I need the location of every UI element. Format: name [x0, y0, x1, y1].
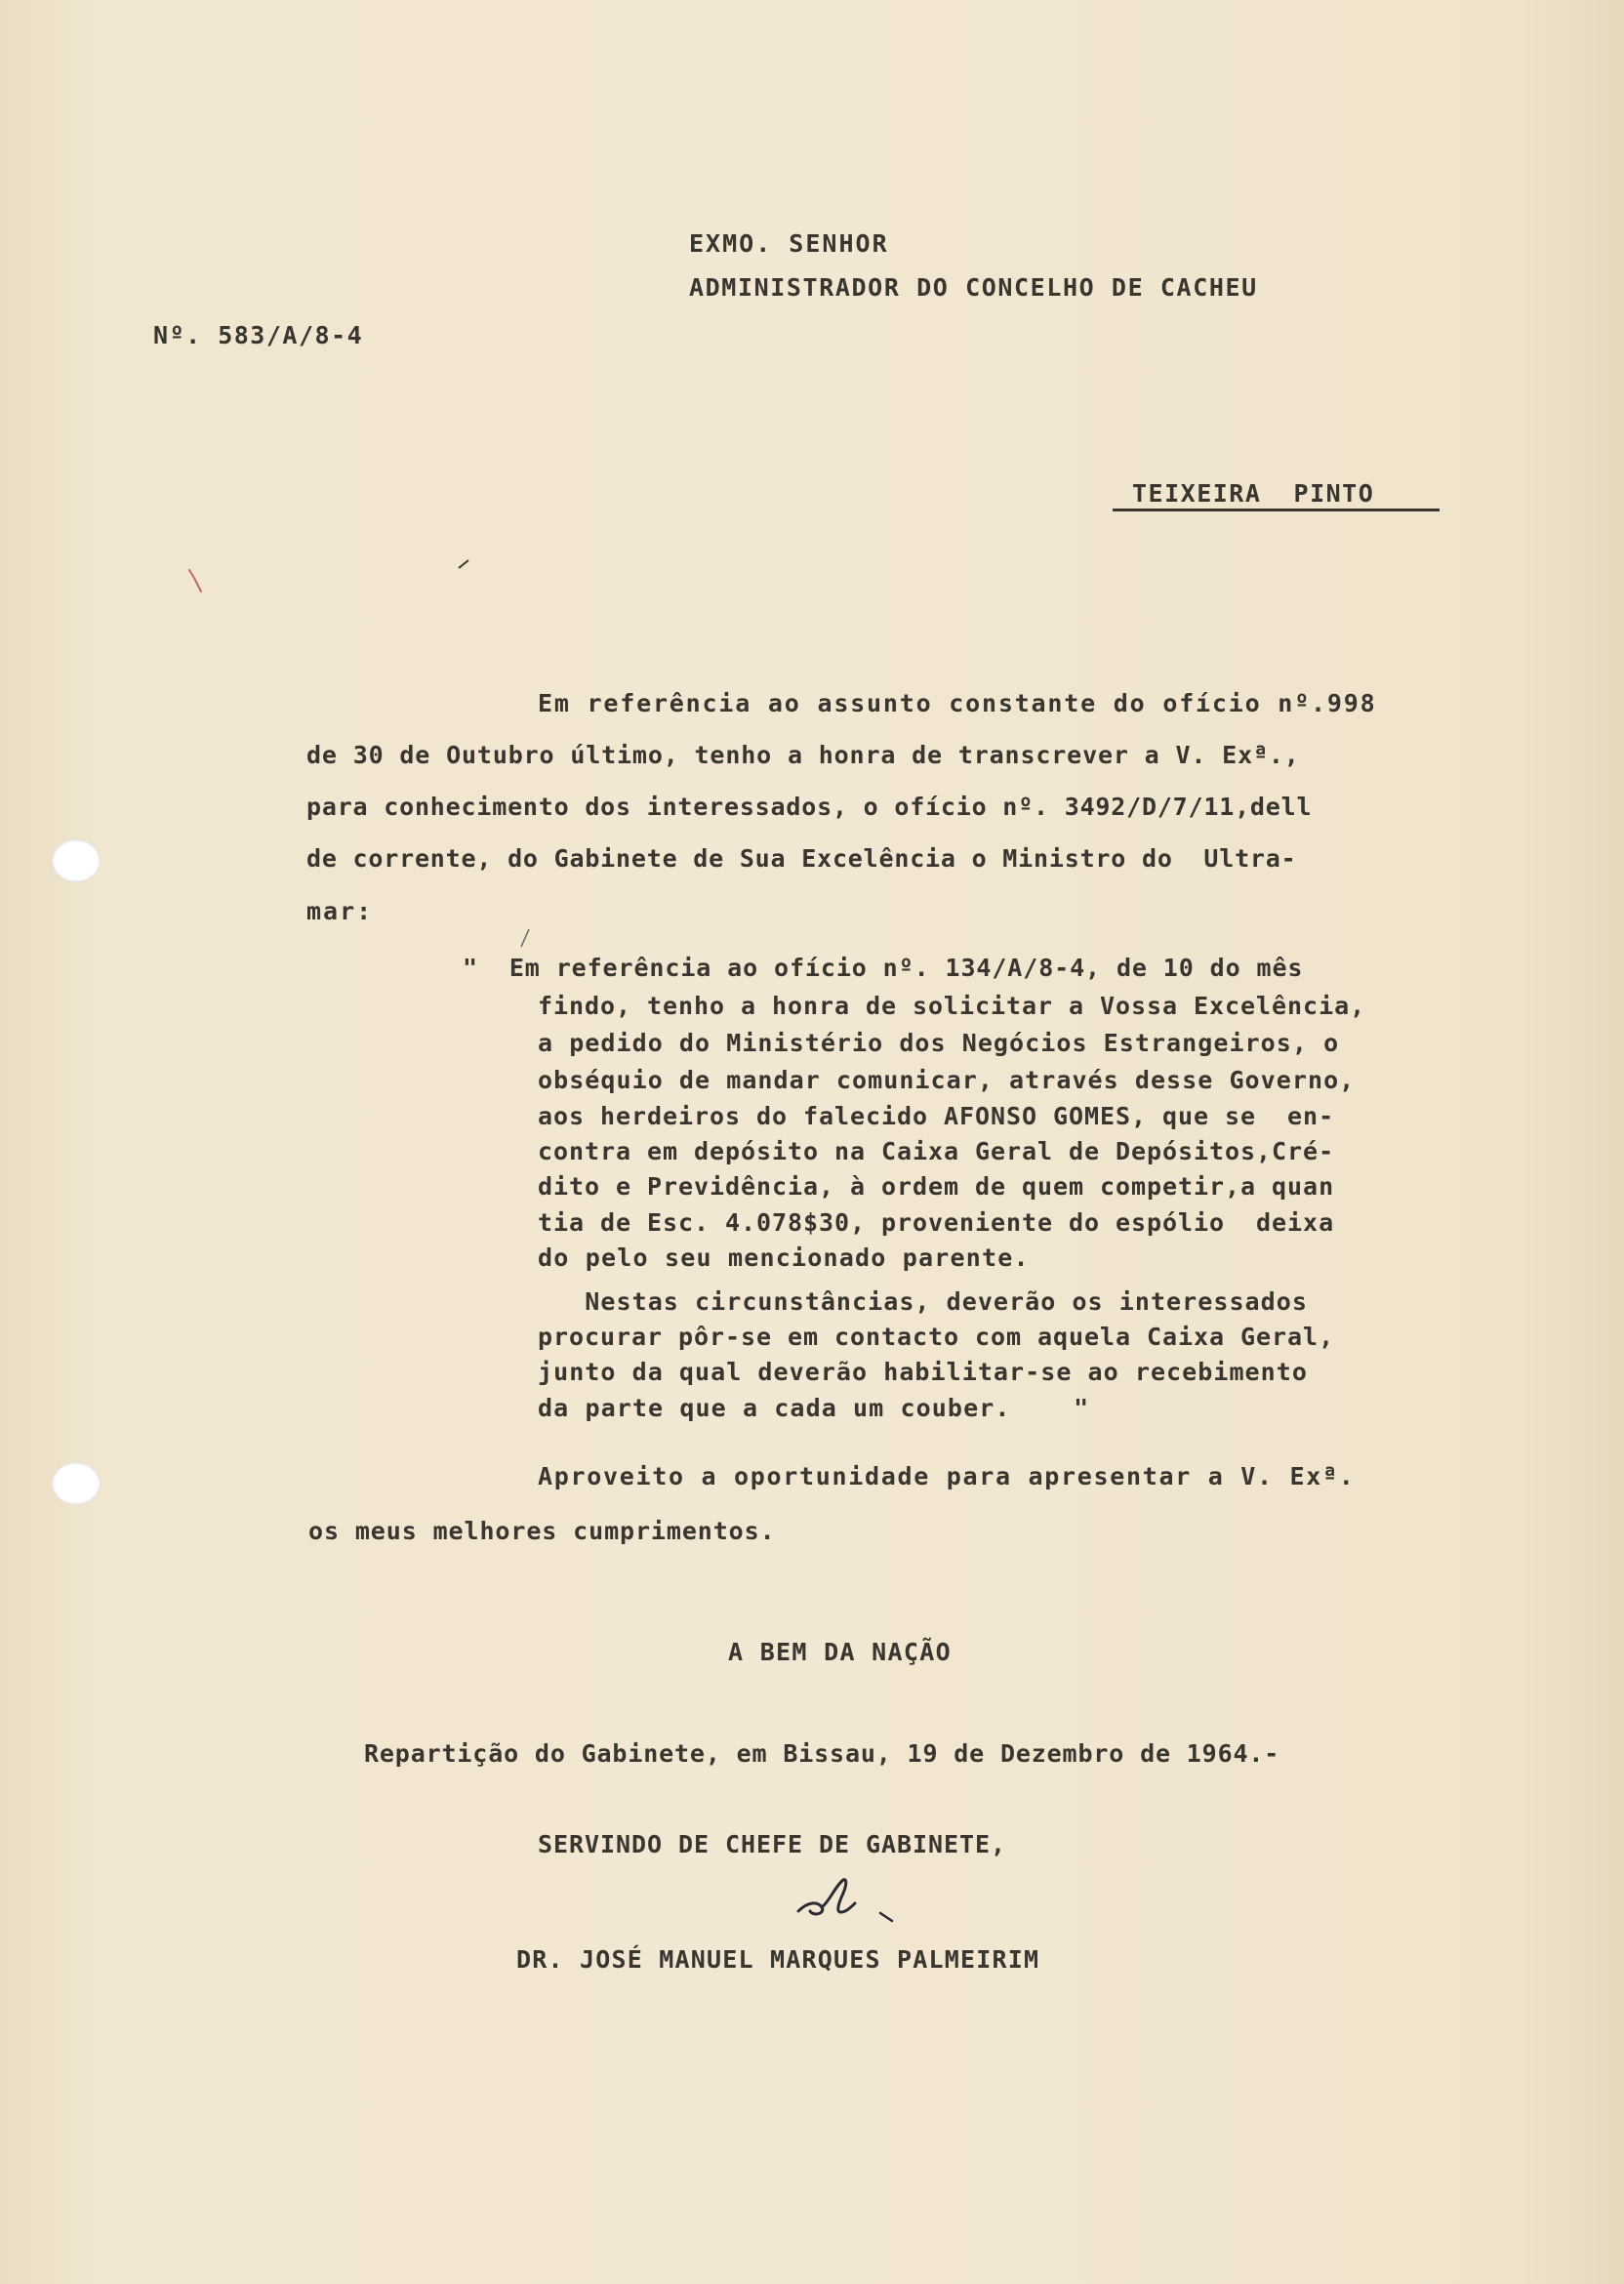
paragraph1-line: para conhecimento dos interessados, o ofício nº. 3492/D/7/11,dell	[306, 793, 1313, 821]
punch-hole-top	[52, 839, 101, 882]
location-title: TEIXEIRA PINTO	[1132, 479, 1375, 508]
motto: A BEM DA NAÇÃO	[728, 1638, 952, 1666]
quote-line: junto da qual deverão habilitar-se ao recebimento	[538, 1358, 1308, 1386]
salutation: EXMO. SENHOR	[689, 229, 889, 258]
signatory-name: DR. JOSÉ MANUEL MARQUES PALMEIRIM	[516, 1945, 1040, 1974]
closing-line: Aproveito a oportunidade para apresentar a V. Exª.	[538, 1462, 1356, 1490]
paragraph1-line: Em referência ao assunto constante do ofício nº.998	[538, 689, 1377, 717]
quote-line: findo, tenho a honra de solicitar a Vossa Excelência,	[538, 992, 1366, 1020]
punch-hole-bottom	[52, 1462, 101, 1505]
quote-line: da parte que a cada um couber. "	[538, 1394, 1090, 1422]
place-and-date: Repartição do Gabinete, em Bissau, 19 de Dezembro de 1964.-	[364, 1739, 1280, 1768]
stray-mark-icon	[517, 927, 533, 951]
quote-line: obséquio de mandar comunicar, através desse Governo,	[538, 1066, 1356, 1094]
handwritten-signature-icon	[791, 1872, 908, 1931]
quote-line: dito e Previdência, à ordem de quem competir,a quan	[538, 1172, 1335, 1201]
closing-line: os meus melhores cumprimentos.	[308, 1517, 776, 1545]
paragraph1-line: mar:	[306, 897, 374, 925]
quote-line: tia de Esc. 4.078$30, proveniente do espólio deixa	[538, 1208, 1335, 1237]
addressee: ADMINISTRADOR DO CONCELHO DE CACHEU	[689, 273, 1258, 302]
quote-line: a pedido do Ministério dos Negócios Estrangeiros, o	[538, 1029, 1340, 1057]
stray-mark-icon	[455, 554, 474, 574]
quote-line: " Em referência ao ofício nº. 134/A/8-4, de 10 do mês	[463, 954, 1304, 982]
location-underline	[1113, 509, 1440, 511]
quote-line: contra em depósito na Caixa Geral de Depósitos,Cré-	[538, 1137, 1335, 1165]
quote-line: procurar pôr-se em contacto com aquela Caixa Geral,	[538, 1323, 1335, 1351]
paragraph1-line: de corrente, do Gabinete de Sua Excelência o Ministro do Ultra-	[306, 844, 1297, 873]
reference-number: Nº. 583/A/8-4	[153, 321, 364, 349]
quote-line: do pelo seu mencionado parente.	[538, 1244, 1030, 1272]
signatory-role: SERVINDO DE CHEFE DE GABINETE,	[538, 1830, 1007, 1858]
quote-line: aos herdeiros do falecido AFONSO GOMES, que se en-	[538, 1102, 1335, 1130]
paragraph1-line: de 30 de Outubro último, tenho a honra de transcrever a V. Exª.,	[306, 741, 1300, 769]
quote-line: Nestas circunstâncias, deverão os interessados	[538, 1287, 1308, 1316]
stray-mark-icon	[185, 566, 224, 625]
